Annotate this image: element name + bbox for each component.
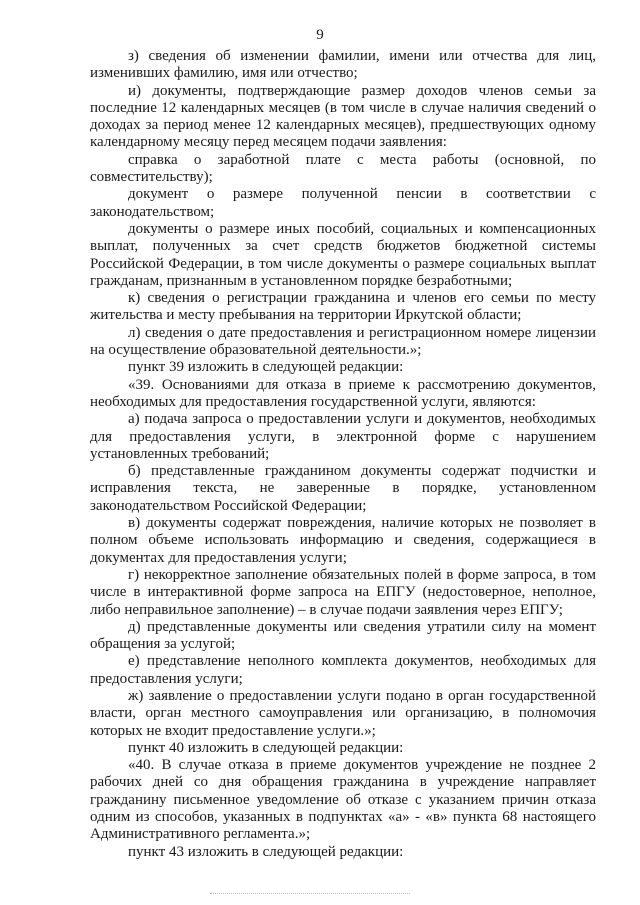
paragraph: к) сведения о регистрации гражданина и членов его семьи по месту жительства и месту пребывания на территории Иркутской области; [90,290,596,324]
paragraph: «40. В случае отказа в приеме документов учреждение не позднее 2 рабочих дней со дня обращения гражданина в учреждение направляет гражданину письменное уведомление об отказе с указанием причин отказа одним из способов, указанных в подпунктах «а» - «в» пункта 68 настоящего Административного регламента.»; [90,757,596,843]
paragraph: в) документы содержат повреждения, наличие которых не позволяет в полном объеме использовать информацию и сведения, содержащиеся в документах для предоставления услуги; [90,515,596,566]
bottom-divider [210,893,410,894]
paragraph: документы о размере иных пособий, социальных и компенсационных выплат, полученных за счет средств бюджетов бюджетной системы Российской Федерации, в том числе документы о размере социальных выплат гражданам, признанным в установленном порядке безработными; [90,220,596,289]
paragraph: пункт 39 изложить в следующей редакции: [128,359,404,376]
paragraph: и) документы, подтверждающие размер доходов членов семьи за последние 12 календарных месяцев (в том числе в случае наличия сведений о доходах за период менее 12 календарных месяцев), предшествующих одному календарному месяцу перед месяцем подачи заявления: [90,82,596,151]
paragraph: пункт 40 изложить в следующей редакции: [128,739,404,756]
paragraph: а) подача запроса о предоставлении услуги и документов, необходимых для предоставления услуги, в электронной форме с нарушением установленных требований; [90,411,596,462]
page-number: 9 [316,27,324,43]
paragraph: з) сведения об изменении фамилии, имени или отчества для лиц, изменивших фамилию, имя или отчество; [90,48,596,82]
paragraph: е) представление неполного комплекта документов, необходимых для предоставления услуги; [90,653,596,687]
paragraph: документ о размере полученной пенсии в соответствии с законодательством; [90,186,596,220]
paragraph: «39. Основаниями для отказа в приеме к рассмотрению документов, необходимых для предоставления государственной услуги, являются: [90,376,596,410]
document-body [90,48,596,861]
paragraph: г) некорректное заполнение обязательных полей в форме запроса, в том числе в интерактивной форме запроса на ЕПГУ (недостоверное, неполное, либо неправильное заполнение) – в случае подачи заявления через ЕПГУ; [90,566,596,618]
paragraph: пункт 43 изложить в следующей редакции: [128,843,404,860]
paragraph: б) представленные гражданином документы содержат подчистки и исправления текста, не заверенные в порядке, установленном законодательством Российской Федерации; [90,463,596,514]
paragraph: ж) заявление о предоставлении услуги подано в орган государственной власти, орган местного самоуправления или организацию, в полномочия которых не входит предоставление услуги.»; [90,687,596,739]
paragraph: л) сведения о дате предоставления и регистрационном номере лицензии на осуществление образовательной деятельности.»; [90,324,596,359]
paragraph: справка о заработной плате с места работы (основной, по совместительству); [90,151,596,186]
paragraph: д) представленные документы или сведения утратили силу на момент обращения за услугой; [90,618,596,653]
